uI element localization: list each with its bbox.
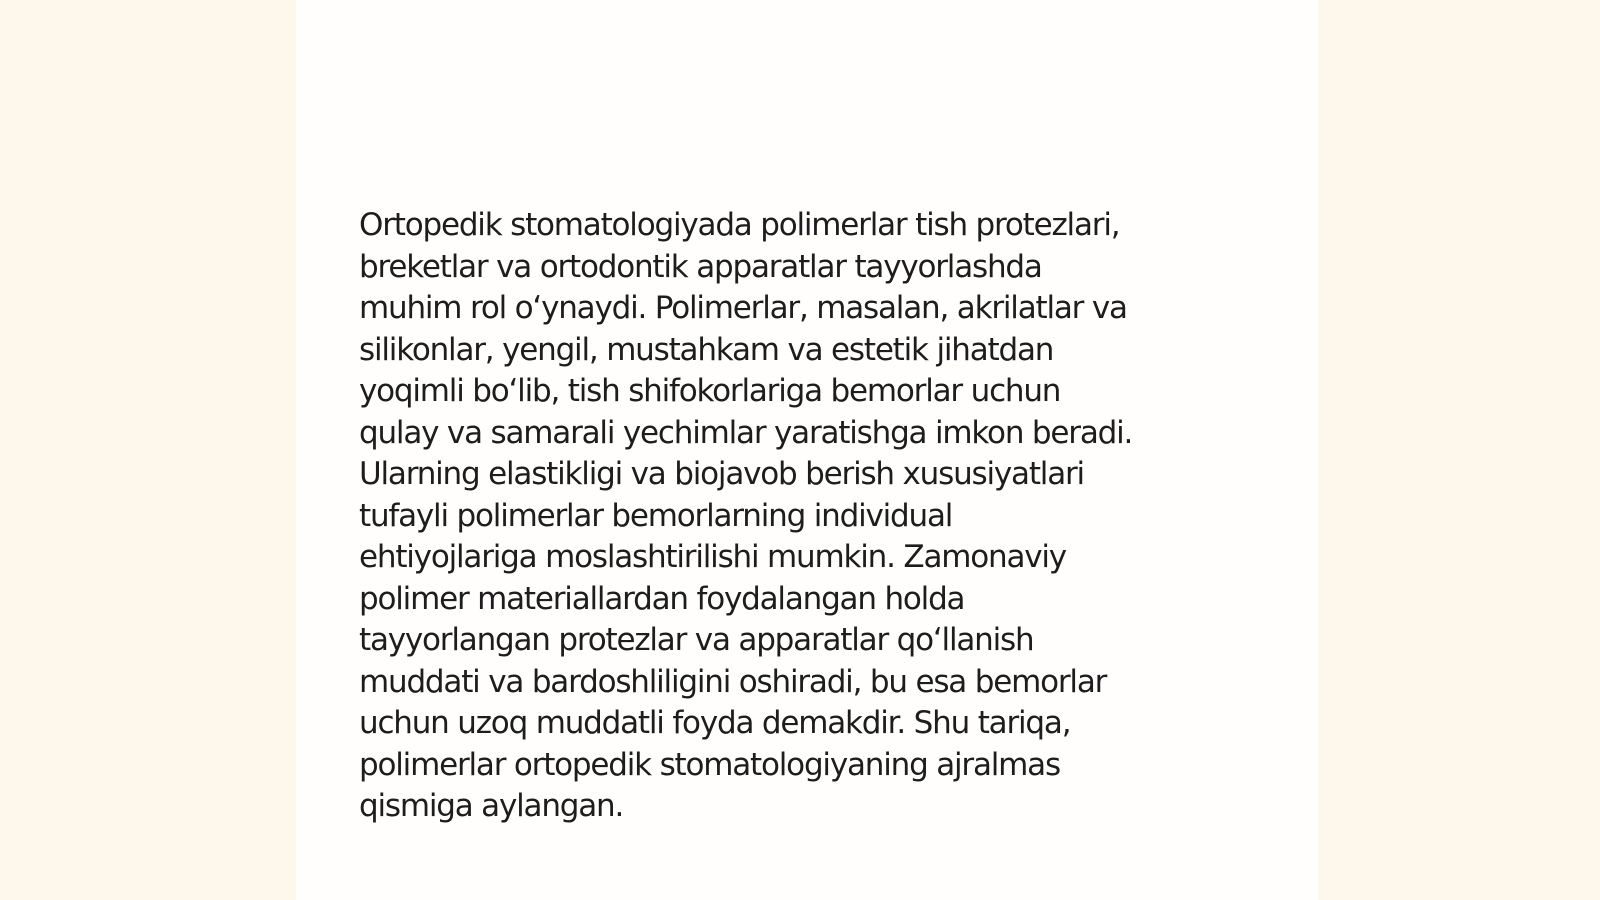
paragraph-line: muddati va bardoshliligini oshiradi, bu esa bemorlar — [359, 663, 1107, 700]
body-paragraph — [359, 205, 1259, 828]
paragraph-line: silikonlar, yengil, mustahkam va estetik jihatdan — [359, 331, 1054, 368]
paragraph-line: tayyorlangan protezlar va apparatlar qo‘llanish — [359, 622, 1034, 658]
slide-page — [296, 0, 1318, 900]
paragraph-line: ehtiyojlariga moslashtirilishi mumkin. Zamonaviy — [359, 539, 1066, 575]
paragraph-line: Ortopedik stomatologiyada polimerlar tish protezlari, — [359, 207, 1120, 243]
paragraph-line: muhim rol o‘ynaydi. Polimerlar, masalan, akrilatlar va — [359, 290, 1127, 326]
paragraph-line: tufayli polimerlar bemorlarning individual — [359, 497, 953, 534]
paragraph-line: polimer materiallardan foydalangan holda — [359, 580, 965, 617]
paragraph-line: polimerlar ortopedik stomatologiyaning ajralmas — [359, 746, 1060, 783]
paragraph-line: qismiga aylangan. — [359, 788, 624, 824]
paragraph-line: Ularning elastikligi va biojavob berish xususiyatlari — [359, 456, 1084, 492]
paragraph-line: uchun uzoq muddatli foyda demakdir. Shu tariqa, — [359, 705, 1071, 741]
paragraph-line: yoqimli bo‘lib, tish shifokorlariga bemorlar uchun — [359, 373, 1061, 409]
paragraph-line: breketlar va ortodontik apparatlar tayyorlashda — [359, 248, 1042, 285]
paragraph-line: qulay va samarali yechimlar yaratishga imkon beradi. — [359, 414, 1133, 451]
